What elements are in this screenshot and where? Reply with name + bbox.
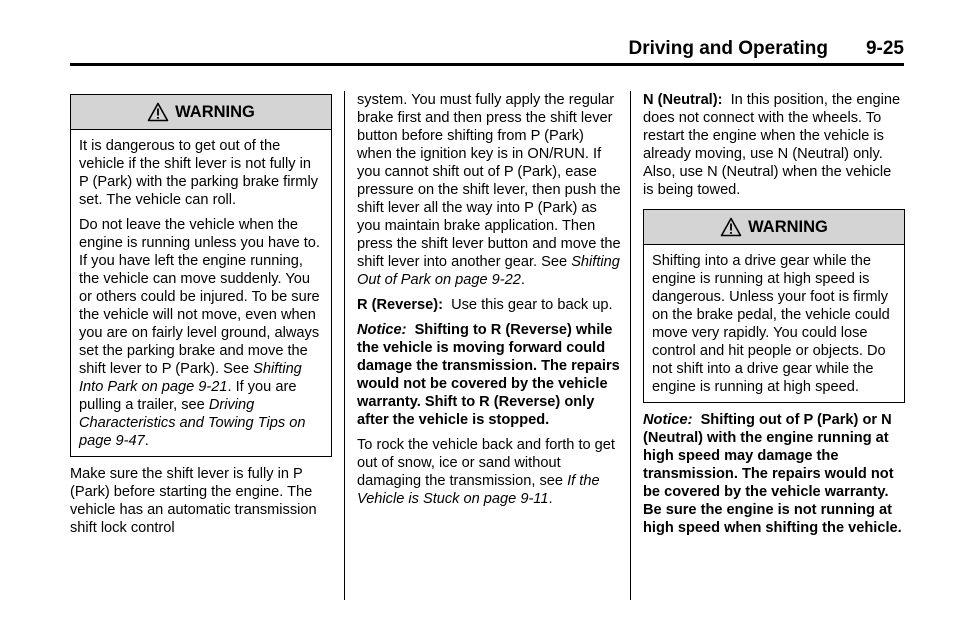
notice-paragraph xyxy=(643,411,905,537)
page-reference: Driving Characteristics and Towing Tips on page 9‑47 xyxy=(79,397,306,449)
page-header xyxy=(70,38,904,62)
warning-title: WARNING xyxy=(175,103,255,121)
warning-title: WARNING xyxy=(748,218,828,236)
notice-label: Notice: xyxy=(357,322,407,338)
text-run: In this position, the engine does not connect with the wheels. To restart the engine when the vehicle is already moving, use N (Neutral) only. Also, use N (Neutral) when the vehicle is being towed. xyxy=(643,92,901,198)
warning-paragraph xyxy=(79,216,323,450)
text-run: Use this gear to back up. xyxy=(451,297,613,313)
page-number: 9-25 xyxy=(865,38,904,59)
warning-paragraph: It is dangerous to get out of the vehicle if the shift lever is not fully in P (Park) with the parking brake firmly set. The vehicle can roll. xyxy=(79,138,318,208)
column-1 xyxy=(70,94,332,537)
body-paragraph: Make sure the shift lever is fully in P (Park) before starting the engine. The vehicle has an automatic transmission shift lock control xyxy=(70,466,317,536)
column-divider xyxy=(344,91,345,600)
page-reference: Shifting Out of Park on page 9‑22 xyxy=(357,254,620,288)
page-reference: If the Vehicle is Stuck on page 9‑11 xyxy=(357,473,600,507)
warning-body xyxy=(71,130,331,456)
body-paragraph xyxy=(357,91,621,289)
warning-body xyxy=(644,245,904,402)
text-run: Do not leave the vehicle when the engine is running unless you have to. If you have left the engine running, the vehicle can move suddenly. You or others could be injured. To be sure the vehicle will not move, even when you are on fairly level ground, always set the parking brake and move the shift lever to P (Park). See xyxy=(79,217,320,377)
column-2 xyxy=(357,91,621,508)
text-run: To rock the vehicle back and forth to get out of snow, ice or sand without damaging the transmission, see xyxy=(357,437,615,489)
notice-paragraph xyxy=(357,321,621,429)
notice-label: Notice: xyxy=(643,412,693,428)
warning-header xyxy=(644,210,904,245)
text-run: system. You must fully apply the regular brake first and then press the shift lever button before shifting from P (Park) when the ignition key is in ON/RUN. If you cannot shift out of P (Park), ease pressure on the shift lever, then push the shift lever all the way into P (Park) as you maintain brake application. Then press the shift lever button and move the shift lever into another gear. See xyxy=(357,92,621,270)
section-title: Driving and Operating xyxy=(628,38,828,59)
warning-paragraph: Shifting into a drive gear while the engine is running at high speed is dangerous. Unless your foot is firmly on the brake pedal, the vehicle could move very rapidly. You could lose control and hit people or objects. Do not shift into a drive gear while the engine is running at high speed. xyxy=(652,253,890,395)
text-run: . xyxy=(520,272,525,288)
warning-header xyxy=(71,95,331,130)
reverse-paragraph xyxy=(357,296,621,314)
gear-label: N (Neutral): xyxy=(643,92,723,108)
column-3 xyxy=(643,91,905,537)
gear-label: R (Reverse): xyxy=(357,297,443,313)
warning-triangle-icon xyxy=(720,217,742,237)
text-run: Shifting out of P (Park) or N (Neutral) with the engine running at high speed may damage the transmission. The repairs would not be covered by the vehicle warranty. Be sure the engine is not running at high speed when shifting the vehicle. xyxy=(643,412,902,536)
header-rule xyxy=(70,63,904,66)
body-paragraph xyxy=(357,436,621,508)
neutral-paragraph xyxy=(643,91,905,199)
warning-box xyxy=(70,94,332,457)
text-run: . If you are pulling a trailer, see xyxy=(79,379,297,413)
page-reference: Shifting Into Park on page 9‑21 xyxy=(79,361,302,395)
text-run: Shifting to R (Reverse) while the vehicle is moving forward could damage the transmission. The repairs would not be covered by the vehicle warranty. Shift to R (Reverse) only after the vehicle is stopped. xyxy=(357,322,620,428)
column-divider xyxy=(630,91,631,600)
text-run: . xyxy=(144,433,149,449)
text-run: . xyxy=(548,491,553,507)
warning-triangle-icon xyxy=(147,102,169,122)
warning-box xyxy=(643,209,905,403)
